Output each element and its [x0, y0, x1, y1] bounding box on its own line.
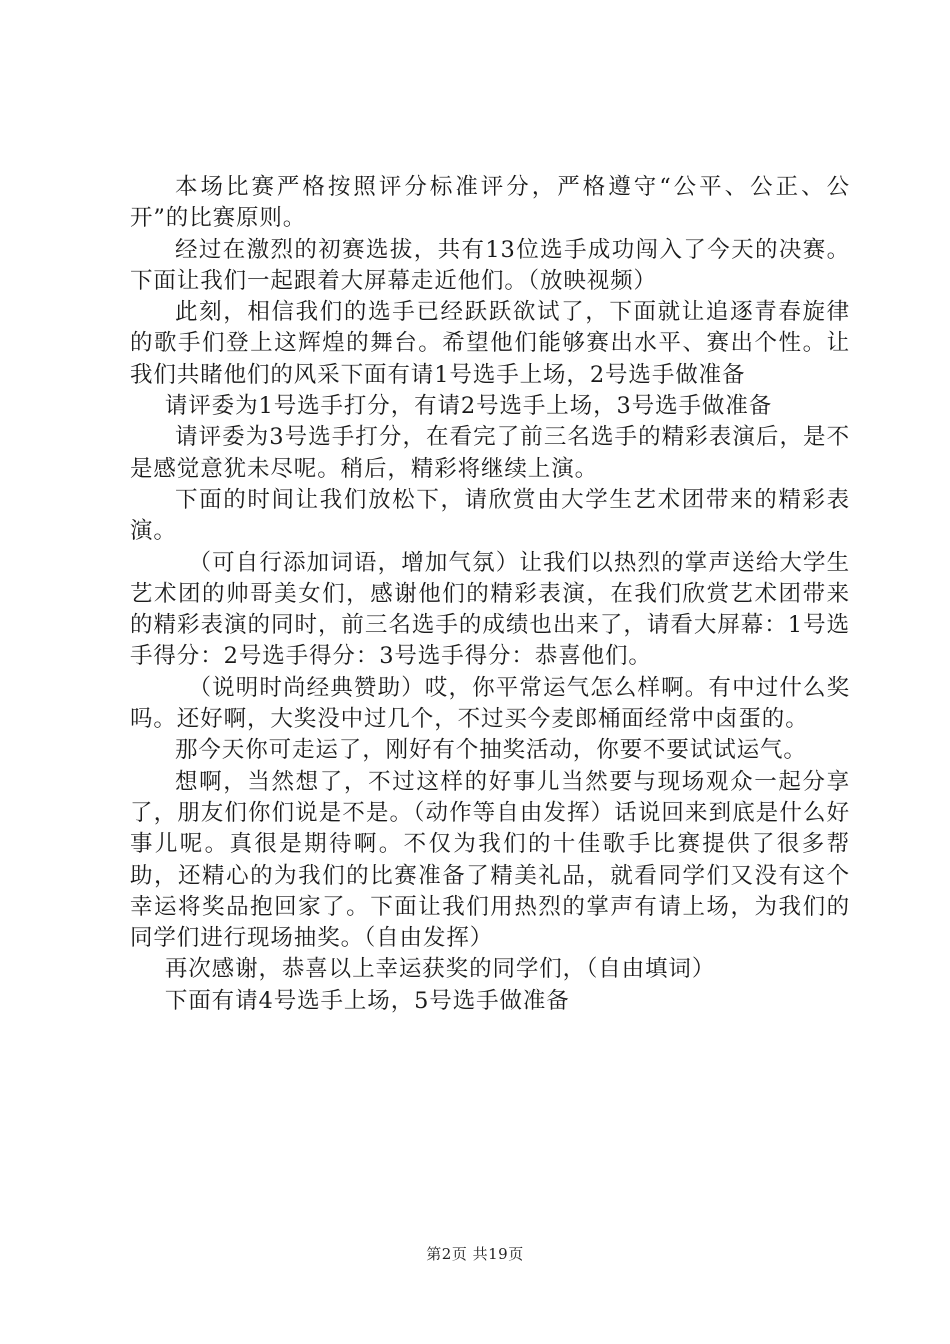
paragraph-contestant-1-call: 此刻，相信我们的选手已经跃跃欲试了，下面就让追逐青春旋律的歌手们登上这辉煌的舞台。希望他们能够赛出水平、赛出个性。让我们共睹他们的风采下面有请1号选手上场，2号选手做准备: [130, 299, 850, 388]
paragraph-finalists-intro: 经过在激烈的初赛选拔，共有13位选手成功闯入了今天的决赛。下面让我们一起跟着大屏幕走近他们。（放映视频）: [130, 236, 850, 294]
paragraph-score-contestant-1: 请评委为1号选手打分，有请2号选手上场，3号选手做准备: [164, 393, 773, 420]
paragraph-art-troupe-intro: 下面的时间让我们放松下，请欣赏由大学生艺术团带来的精彩表演。: [130, 486, 850, 545]
page-footer: 第2页 共19页: [426, 1245, 524, 1263]
paragraph-art-troupe-thanks: （可自行添加词语，增加气氛）让我们以热烈的掌声送给大学生艺术团的帅哥美女们，感谢他们的精彩表演，在我们欣赏艺术团带来的精彩表演的同时，前三名选手的成绩也出来了，请看大屏幕：1号选手得分：2号选手得分：3号选手得分：恭喜他们。: [130, 549, 850, 670]
document-body: [130, 172, 850, 1017]
paragraph-sponsor-dialogue: （说明时尚经典赞助）哎，你平常运气怎么样啊。有中过什么奖吗。还好啊，大奖没中过几个，不过买今麦郎桶面经常中卤蛋的。: [130, 674, 850, 733]
paragraph-contestant-4-call: 下面有请4号选手上场，5号选手做准备: [164, 987, 570, 1014]
paragraph-lottery-details: 想啊，当然想了，不过这样的好事儿当然要与现场观众一起分享了，朋友们你们说是不是。（动作等自由发挥）话说回来到底是什么好事儿呢。真很是期待啊。不仅为我们的十佳歌手比赛提供了很多帮助，还精心的为我们的比赛准备了精美礼品，就看同学们又没有这个幸运将奖品抱回家了。下面让我们用热烈的掌声有请上场，为我们的同学们进行现场抽奖。（自由发挥）: [130, 768, 850, 952]
paragraph-scoring-rules: 本场比赛严格按照评分标准评分，严格遵守“公平、公正、公开”的比赛原则。: [130, 174, 850, 232]
paragraph-winners-thanks: 再次感谢，恭喜以上幸运获奖的同学们，（自由填词）: [164, 956, 716, 983]
paragraph-lottery-intro: 那今天你可走运了，刚好有个抽奖活动，你要不要试试运气。: [175, 737, 807, 764]
paragraph-score-contestant-3: 请评委为3号选手打分，在看完了前三名选手的精彩表演后，是不是感觉意犹未尽呢。稍后，精彩将继续上演。: [130, 424, 850, 482]
